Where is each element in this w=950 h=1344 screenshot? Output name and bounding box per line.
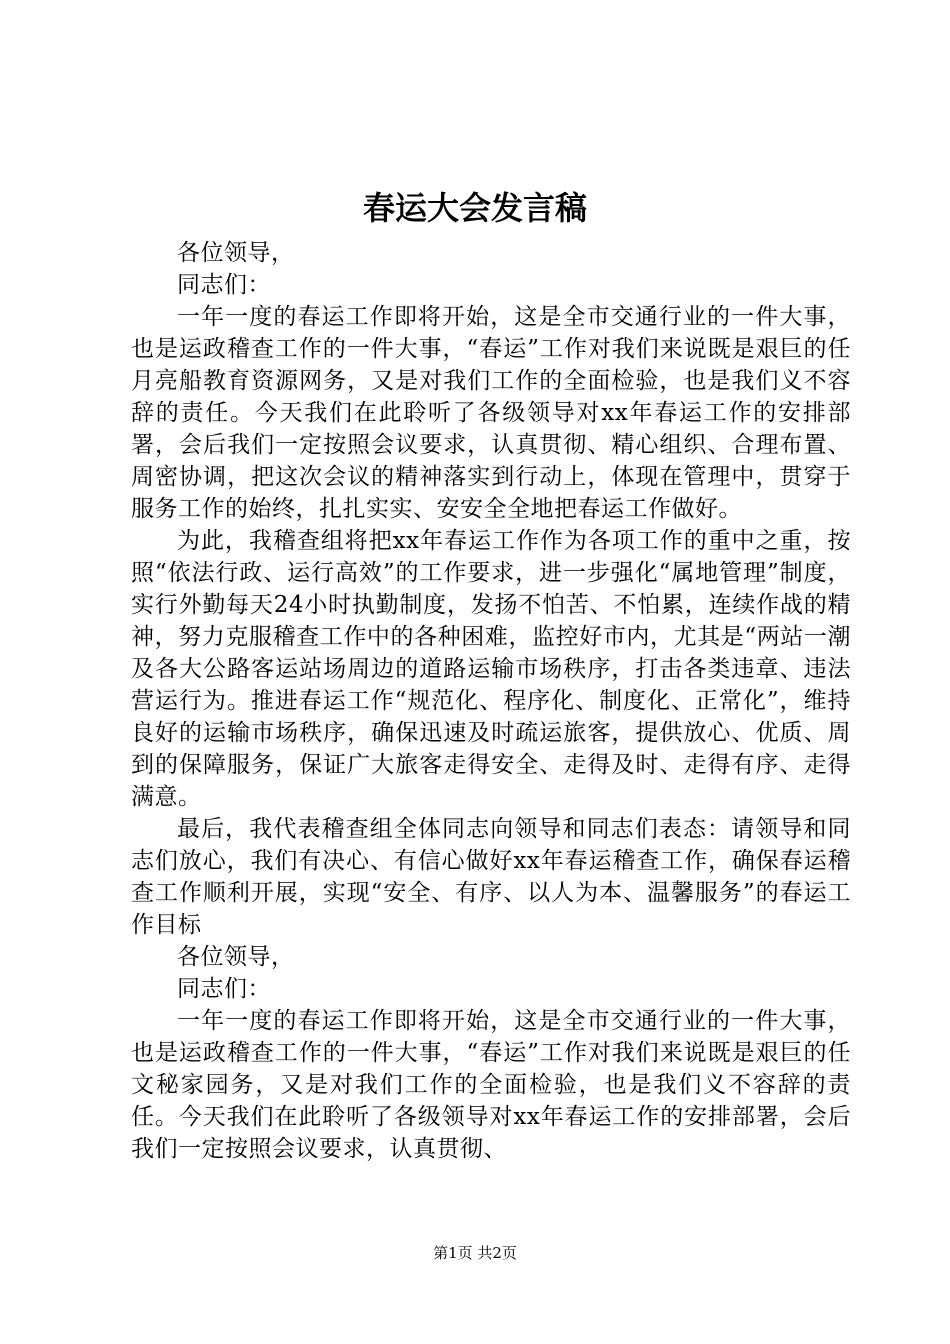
paragraph-intro: 一年一度的春运工作即将开始，这是全市交通行业的一件大事，也是运政稽查工作的一件大事，“春运”工作对我们来说既是艰巨的任月亮船教育资源网务，又是对我们工作的全面检验，也是我们义不容辞的责任。今天我们在此聆听了各级领导对xx年春运工作的安排部署，会后我们一定按照会议要求，认真贯彻、精心组织、合理布置、周密协调，把这次会议的精神落实到行动上，体现在管理中，贯穿于服务工作的始终，扎扎实实、安安全全地把春运工作做好。	[131, 304, 851, 522]
document-body	[131, 237, 851, 1165]
document-title: 春运大会发言稿	[362, 189, 587, 227]
paragraph-salutation-leaders: 各位领导，	[177, 240, 295, 266]
paragraph-plan: 为此，我稽查组将把xx年春运工作作为各项工作的重中之重，按照“依法行政、运行高效”的工作要求，进一步强化“属地管理”制度，实行外勤每天24小时执勤制度，发扬不怕苦、不怕累，连续作战的精神，努力克服稽查工作中的各种困难，监控好市内，尤其是“两站一潮及各大公路客运站场周边的道路运输市场秩序，打击各类违章、违法营运行为。推进春运工作“规范化、程序化、制度化、正常化”，维持良好的运输市场秩序，确保迅速及时疏运旅客，提供放心、优质、周到的保障服务，保证广大旅客走得安全、走得及时、走得有序、走得满意。	[131, 528, 851, 810]
paragraph-salutation-leaders-repeat: 各位领导，	[177, 944, 295, 970]
page-number-footer: 第1页 共2页	[433, 1244, 517, 1262]
paragraph-intro-repeat: 一年一度的春运工作即将开始，这是全市交通行业的一件大事，也是运政稽查工作的一件大事，“春运”工作对我们来说既是艰巨的任文秘家园务，又是对我们工作的全面检验，也是我们义不容辞的责任。今天我们在此聆听了各级领导对xx年春运工作的安排部署，会后我们一定按照会议要求，认真贯彻、	[131, 1008, 851, 1162]
paragraph-closing: 最后，我代表稽查组全体同志向领导和同志们表态：请领导和同志们放心，我们有决心、有信心做好xx年春运稽查工作，确保春运稽查工作顺利开展，实现“安全、有序、以人为本、温馨服务”的春运工作目标	[131, 816, 851, 938]
paragraph-salutation-comrades-repeat: 同志们：	[177, 976, 271, 1002]
paragraph-salutation-comrades: 同志们：	[177, 272, 271, 298]
